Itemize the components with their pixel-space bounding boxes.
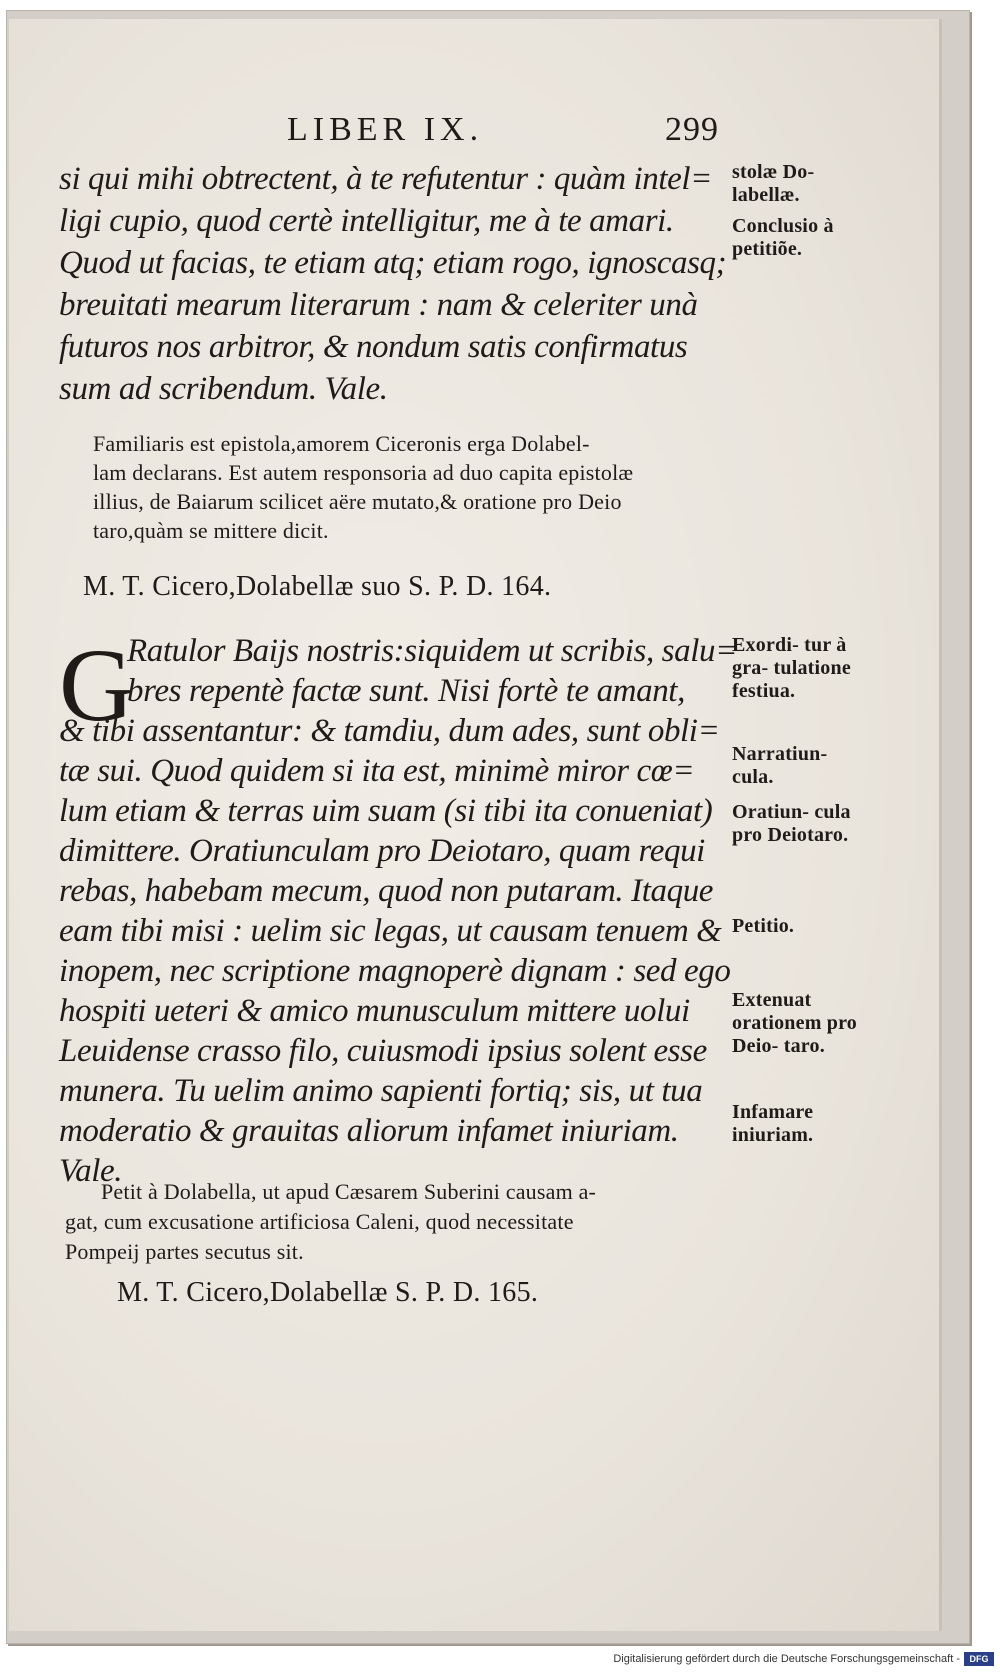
body-line: eam tibi misi : uelim sic legas, ut causam tenuem &: [59, 913, 722, 949]
margin-note: Exordi- tur à gra- tulatione festiua.: [732, 634, 851, 702]
book-page: [9, 19, 942, 1631]
margin-note: Conclusio à petitiõe.: [732, 215, 834, 260]
body-line: dimittere. Oratiunculam pro Deiotaro, quam requi: [59, 833, 705, 869]
margin-note: Petitio.: [732, 915, 795, 937]
body-line: Ratulor Baijs nostris:siquidem ut scribis, salu=: [127, 633, 737, 669]
margin-note: stolæ Do- labellæ.: [732, 161, 815, 206]
margin-note: Infamare iniuriam.: [732, 1101, 814, 1146]
body-line: Leuidense crasso filo, cuiusmodi ipsius solent esse: [59, 1033, 707, 1069]
summary-line: gat, cum excusatione artificiosa Caleni, quod necessitate: [65, 1209, 574, 1234]
epistle-heading: M. T. Cicero,Dolabellæ S. P. D. 165.: [117, 1277, 539, 1308]
summary-line: Pompeij partes secutus sit.: [65, 1239, 304, 1264]
running-title: LIBER IX.: [287, 111, 484, 148]
margin-note: Extenuat orationem pro Deio- taro.: [732, 989, 857, 1057]
body-line: hospiti ueteri & amico munusculum mittere uolui: [59, 993, 690, 1029]
summary-line: taro,quàm se mittere dicit.: [93, 518, 329, 543]
body-line: sum ad scribendum. Vale.: [59, 371, 388, 407]
summary-line: lam declarans. Est autem responsoria ad duo capita epistolæ: [93, 460, 634, 485]
margin-note: Oratiun- cula pro Deiotaro.: [732, 801, 851, 846]
body-line: Vale.: [59, 1153, 123, 1189]
body-line: rebas, habebam mecum, quod non putaram. Itaque: [59, 873, 714, 909]
scanned-page-frame: [6, 10, 970, 1644]
summary-line: Petit à Dolabella, ut apud Cæsarem Suberini causam a-: [101, 1179, 597, 1204]
body-line: Quod ut facias, te etiam atq; etiam rogo, ignoscasq;: [59, 245, 727, 281]
body-line: inopem, nec scriptione magnoperè dignam : sed ego: [59, 953, 731, 989]
body-line: ligi cupio, quod certè intelligitur, me à te amari.: [59, 203, 674, 239]
body-line: munera. Tu uelim animo sapienti fortiq; sis, ut tua: [59, 1073, 703, 1109]
epistle-heading: M. T. Cicero,Dolabellæ suo S. P. D. 164.: [83, 571, 552, 602]
summary-line: Familiaris est epistola,amorem Ciceronis erga Dolabel-: [93, 431, 590, 456]
body-line: tæ sui. Quod quidem si ita est, minimè miror cœ=: [59, 753, 695, 789]
page-number: 299: [665, 111, 719, 148]
body-line: futuros nos arbitror, & nondum satis confirmatus: [59, 329, 688, 365]
body-line: moderatio & grauitas aliorum infamet iniuriam.: [59, 1113, 679, 1149]
body-line: breuitati mearum literarum : nam & celeriter unà: [59, 287, 698, 323]
body-line: & tibi assentantur: & tamdiu, dum ades, sunt obli=: [59, 713, 720, 749]
dfg-logo: DFG: [964, 1652, 994, 1666]
funding-credit: Digitalisierung gefördert durch die Deutsche Forschungsgemeinschaft -: [613, 1653, 960, 1665]
summary-line: illius, de Baiarum scilicet aëre mutato,& oratione pro Deio: [93, 489, 622, 514]
drop-capital: G: [59, 628, 135, 743]
margin-note: Narratiun- cula.: [732, 743, 828, 788]
body-line: si qui mihi obtrectent, à te refutentur : quàm intel=: [59, 161, 713, 197]
body-line: bres repentè factæ sunt. Nisi fortè te amant,: [127, 673, 685, 709]
body-line: lum etiam & terras uim suam (si tibi ita conueniat): [59, 793, 713, 829]
